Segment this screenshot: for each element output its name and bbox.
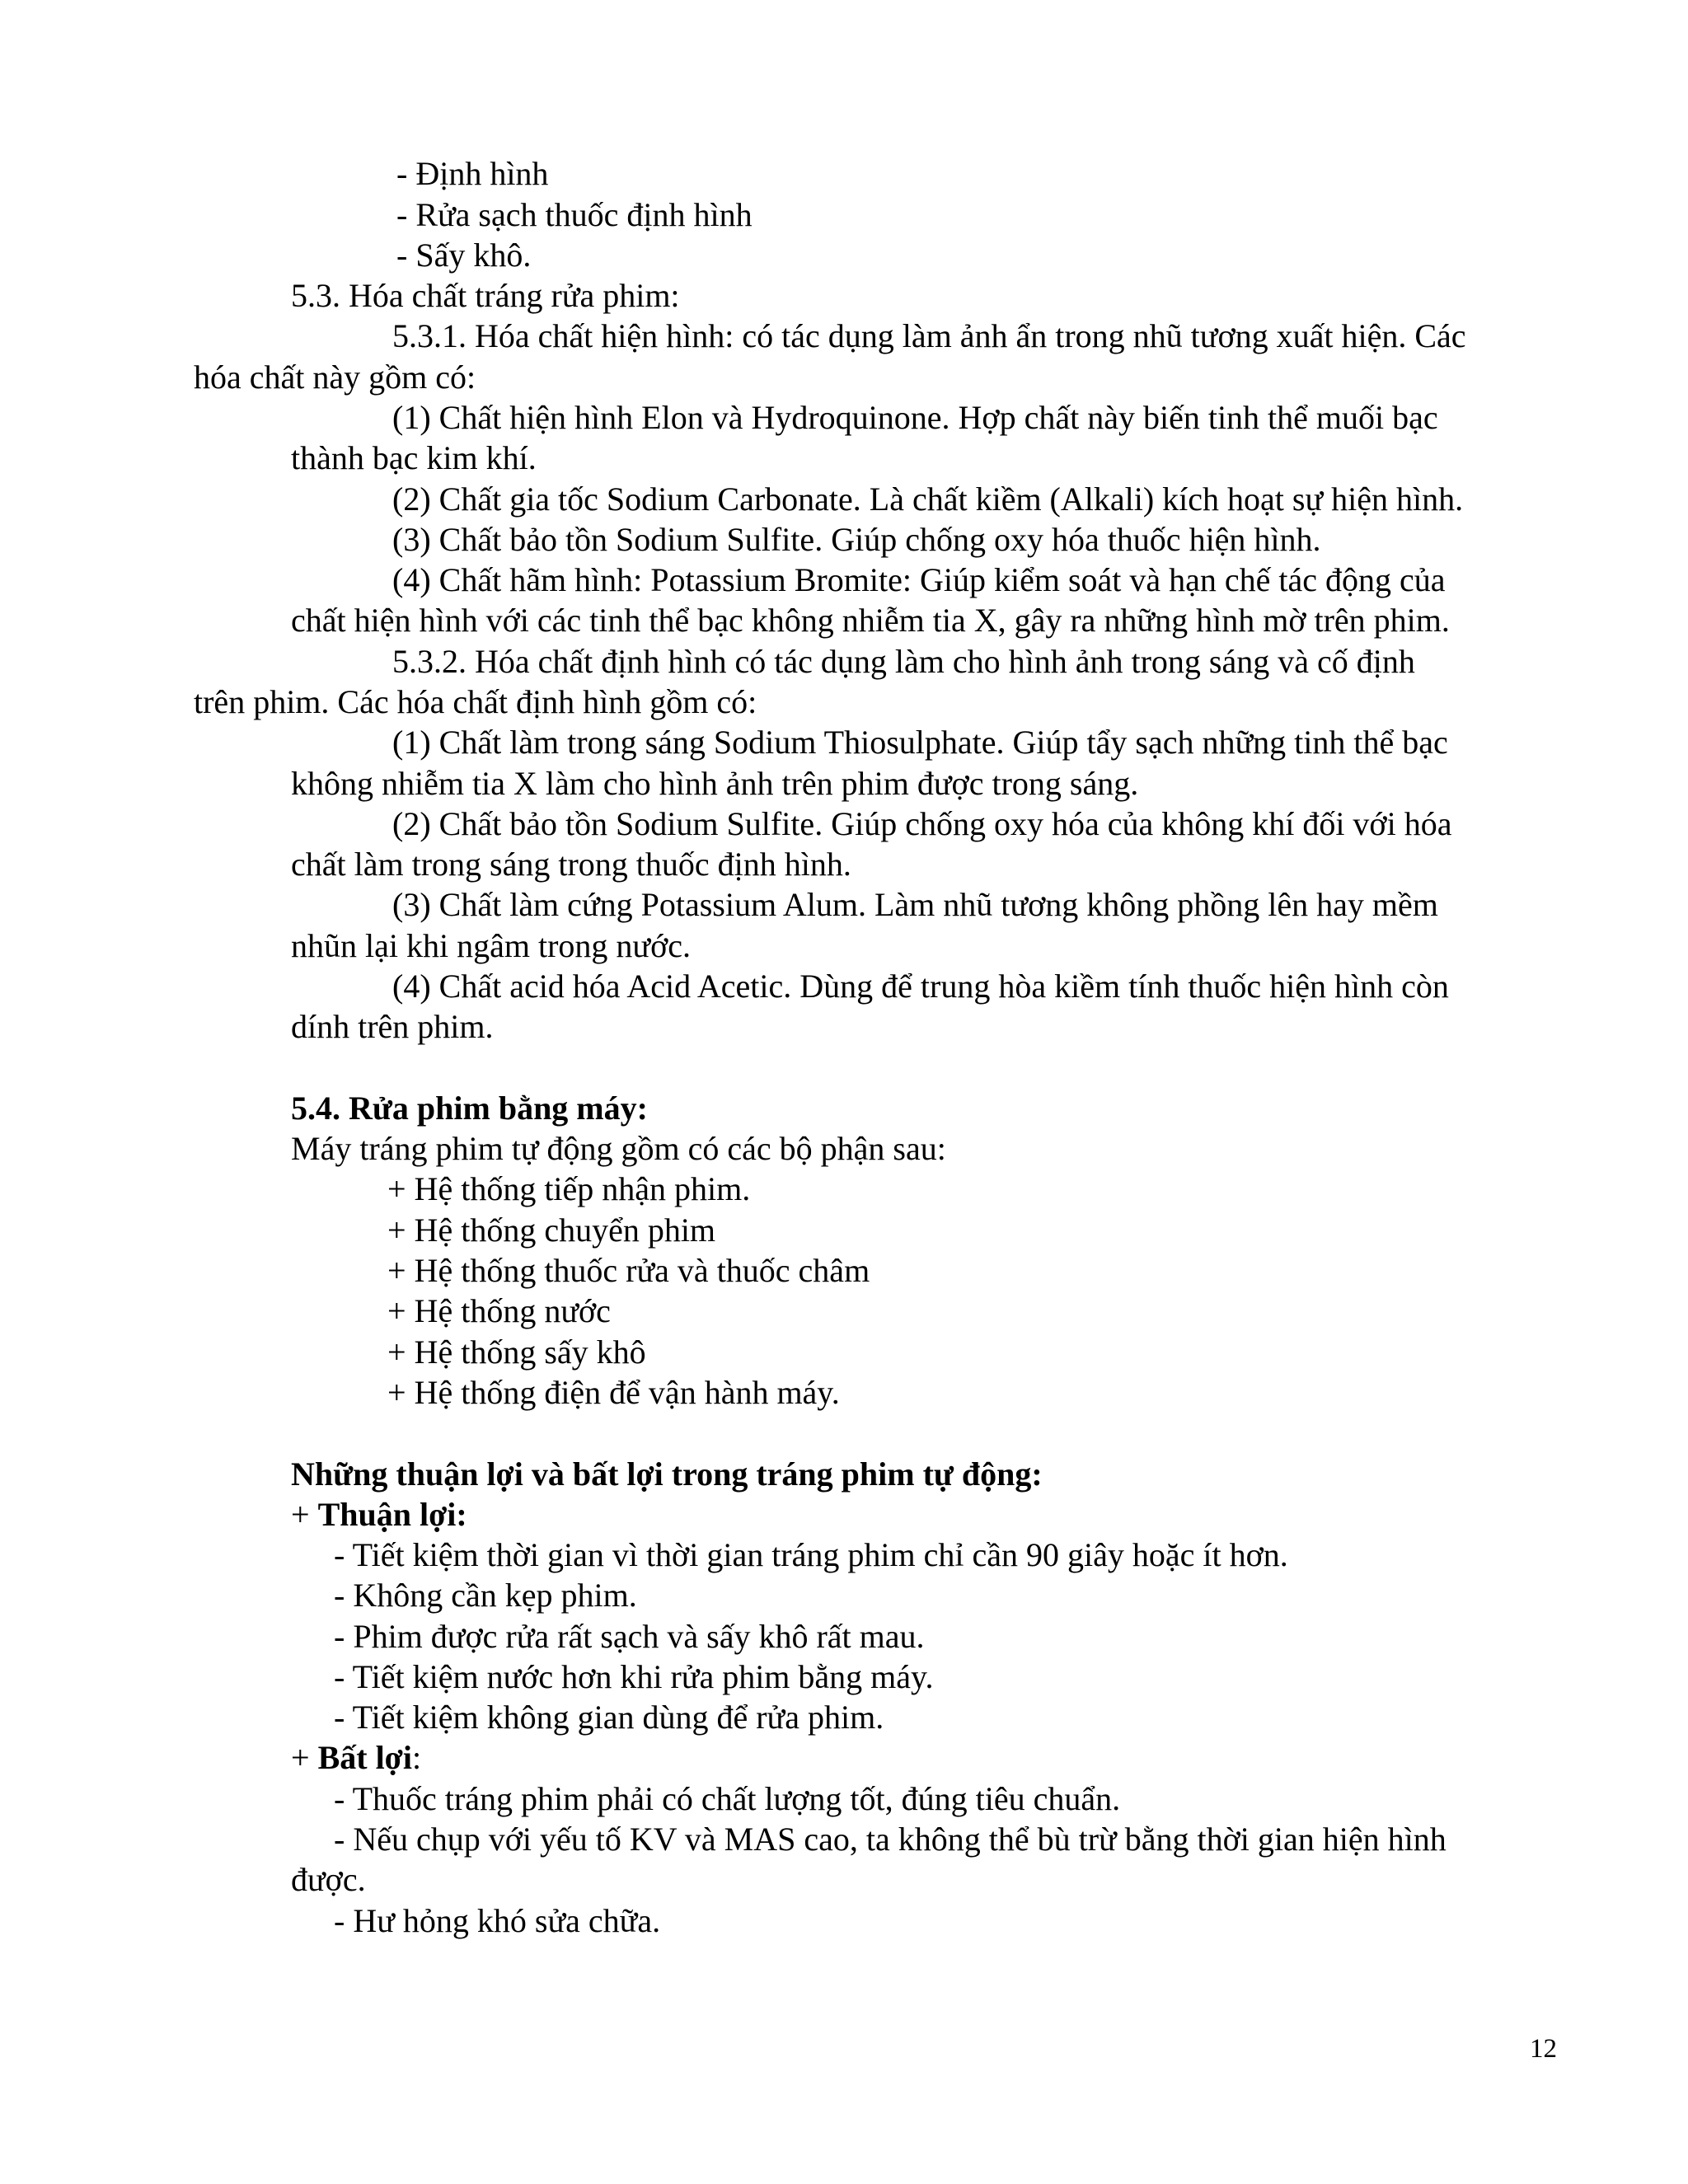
list-item: (2) Chất bảo tồn Sodium Sulfite. Giúp chống oxy hóa của không khí đối với hóa xyxy=(392,805,1452,842)
list-item-cont: chất hiện hình với các tinh thể bạc không nhiễm tia X, gây ra những hình mờ trên phim. xyxy=(291,602,1450,639)
list-item-cont: dính trên phim. xyxy=(291,1008,494,1045)
list-item: - Tiết kiệm nước hơn khi rửa phim bằng máy. xyxy=(334,1658,934,1695)
list-item: + Hệ thống nước xyxy=(387,1292,611,1329)
list-item: (1) Chất làm trong sáng Sodium Thiosulphate. Giúp tẩy sạch những tinh thể bạc xyxy=(392,724,1448,761)
list-item: + Hệ thống sấy khô xyxy=(387,1333,646,1371)
cons-colon: : xyxy=(411,1739,422,1776)
list-item-cont: thành bạc kim khí. xyxy=(291,439,537,476)
list-item: + Hệ thống thuốc rửa và thuốc châm xyxy=(387,1252,870,1289)
list-item-cont: chất làm trong sáng trong thuốc định hình. xyxy=(291,846,851,883)
list-item: (1) Chất hiện hình Elon và Hydroquinone. Hợp chất này biến tinh thể muối bạc xyxy=(392,399,1438,436)
list-item: (4) Chất acid hóa Acid Acetic. Dùng để trung hòa kiềm tính thuốc hiện hình còn xyxy=(392,968,1449,1005)
list-item: - Thuốc tráng phim phải có chất lượng tốt, đúng tiêu chuẩn. xyxy=(334,1780,1121,1817)
paragraph-line: hóa chất này gồm có: xyxy=(194,359,476,396)
list-item-cont: không nhiễm tia X làm cho hình ảnh trên phim được trong sáng. xyxy=(291,765,1139,802)
list-item: - Nếu chụp với yếu tố KV và MAS cao, ta không thể bù trừ bằng thời gian hiện hình xyxy=(334,1821,1447,1858)
pros-plus: + xyxy=(291,1496,318,1533)
section-5-4-title: 5.4. Rửa phim bằng máy: xyxy=(291,1090,648,1127)
paragraph-line: 5.3.1. Hóa chất hiện hình: có tác dụng làm ảnh ẩn trong nhũ tương xuất hiện. Các xyxy=(392,317,1466,354)
list-item: (2) Chất gia tốc Sodium Carbonate. Là chất kiềm (Alkali) kích hoạt sự hiện hình. xyxy=(392,480,1464,518)
list-item: - Hư hỏng khó sửa chữa. xyxy=(334,1902,661,1939)
list-item: + Hệ thống điện để vận hành máy. xyxy=(387,1374,840,1411)
list-item: - Tiết kiệm không gian dùng để rửa phim. xyxy=(334,1699,884,1736)
step-item: - Sấy khô. xyxy=(396,237,532,274)
pros-cons-title: Những thuận lợi và bất lợi trong tráng phim tự động: xyxy=(291,1455,1043,1493)
page-number: 12 xyxy=(1530,2034,1557,2064)
list-item: - Tiết kiệm thời gian vì thời gian tráng phim chỉ cần 90 giây hoặc ít hơn. xyxy=(334,1536,1288,1573)
step-item: - Định hình xyxy=(396,155,549,192)
paragraph-line: 5.3.2. Hóa chất định hình có tác dụng làm cho hình ảnh trong sáng và cố định xyxy=(392,643,1415,680)
list-item: + Hệ thống tiếp nhận phim. xyxy=(387,1170,751,1207)
step-item: - Rửa sạch thuốc định hình xyxy=(396,196,753,233)
cons-label: Bất lợi xyxy=(317,1739,412,1776)
paragraph-line: trên phim. Các hóa chất định hình gồm có: xyxy=(194,683,757,720)
cons-plus: + xyxy=(291,1739,318,1776)
list-item: (3) Chất làm cứng Potassium Alum. Làm nhũ tương không phồng lên hay mềm xyxy=(392,886,1438,923)
list-item: (3) Chất bảo tồn Sodium Sulfite. Giúp chống oxy hóa thuốc hiện hình. xyxy=(392,521,1321,558)
list-item: - Phim được rửa rất sạch và sấy khô rất mau. xyxy=(334,1618,925,1655)
section-5-3-title: 5.3. Hóa chất tráng rửa phim: xyxy=(291,277,680,314)
paragraph-line: Máy tráng phim tự động gồm có các bộ phận sau: xyxy=(291,1130,946,1167)
pros-label: Thuận lợi: xyxy=(317,1496,467,1533)
pros-heading xyxy=(291,1494,467,1535)
cons-heading xyxy=(291,1737,421,1778)
list-item: (4) Chất hãm hình: Potassium Bromite: Giúp kiểm soát và hạn chế tác động của xyxy=(392,561,1446,598)
list-item-cont: nhũn lại khi ngâm trong nước. xyxy=(291,927,691,964)
list-item: + Hệ thống chuyển phim xyxy=(387,1212,716,1249)
list-item-cont: được. xyxy=(291,1861,366,1898)
list-item: - Không cần kẹp phim. xyxy=(334,1577,637,1614)
